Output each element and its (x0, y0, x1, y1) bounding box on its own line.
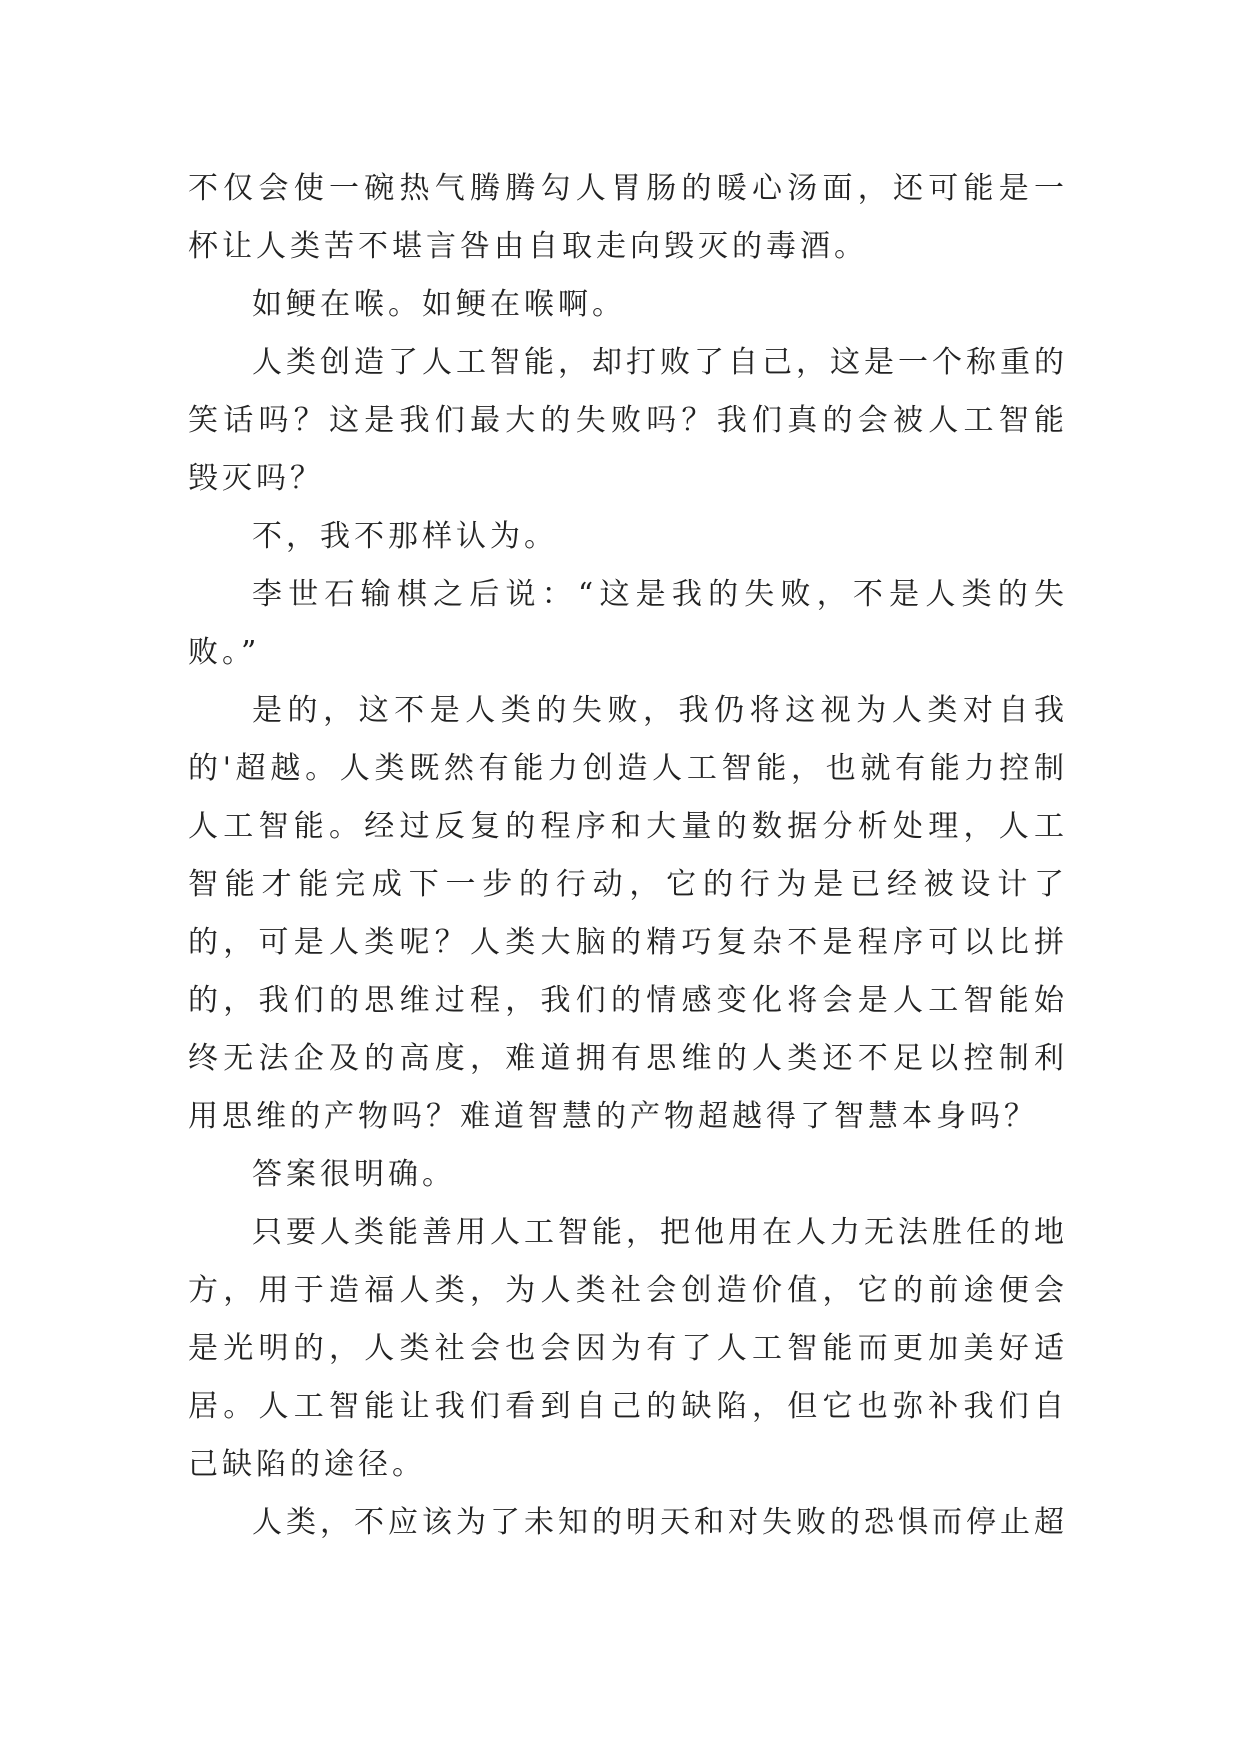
paragraph-1: 不仅会使一碗热气腾腾勾人胃肠的暖心汤面，还可能是一杯让人类苦不堪言咎由自取走向毁灭的毒酒。 (188, 171, 1068, 264)
paragraph-9: 人类，不应该为了未知的明天和对失败的恐惧而停止超 (252, 1505, 1068, 1540)
document-body (188, 160, 1068, 1552)
paragraph-5: 李世石输棋之后说：“这是我的失败，不是人类的失败。” (188, 577, 1068, 670)
paragraph-2: 如鲠在喉。如鲠在喉啊。 (252, 287, 626, 322)
paragraph-8: 只要人类能善用人工智能，把他用在人力无法胜任的地方，用于造福人类，为人类社会创造价值，它的前途便会是光明的，人类社会也会因为有了人工智能而更加美好适居。人工智能让我们看到自己的缺陷，但它也弥补我们自己缺陷的途径。 (188, 1215, 1068, 1482)
paragraph-3: 人类创造了人工智能，却打败了自己，这是一个称重的笑话吗？这是我们最大的失败吗？我们真的会被人工智能毁灭吗？ (188, 345, 1068, 496)
paragraph-7: 答案很明确。 (252, 1157, 456, 1192)
paragraph-6: 是的，这不是人类的失败，我仍将这视为人类对自我的'超越。人类既然有能力创造人工智能，也就有能力控制人工智能。经过反复的程序和大量的数据分析处理，人工智能才能完成下一步的行动，它的行为是已经被设计了的，可是人类呢？人类大脑的精巧复杂不是程序可以比拼的，我们的思维过程，我们的情感变化将会是人工智能始终无法企及的高度，难道拥有思维的人类还不足以控制利用思维的产物吗？难道智慧的产物超越得了智慧本身吗？ (188, 693, 1068, 1134)
paragraph-4: 不，我不那样认为。 (252, 519, 558, 554)
